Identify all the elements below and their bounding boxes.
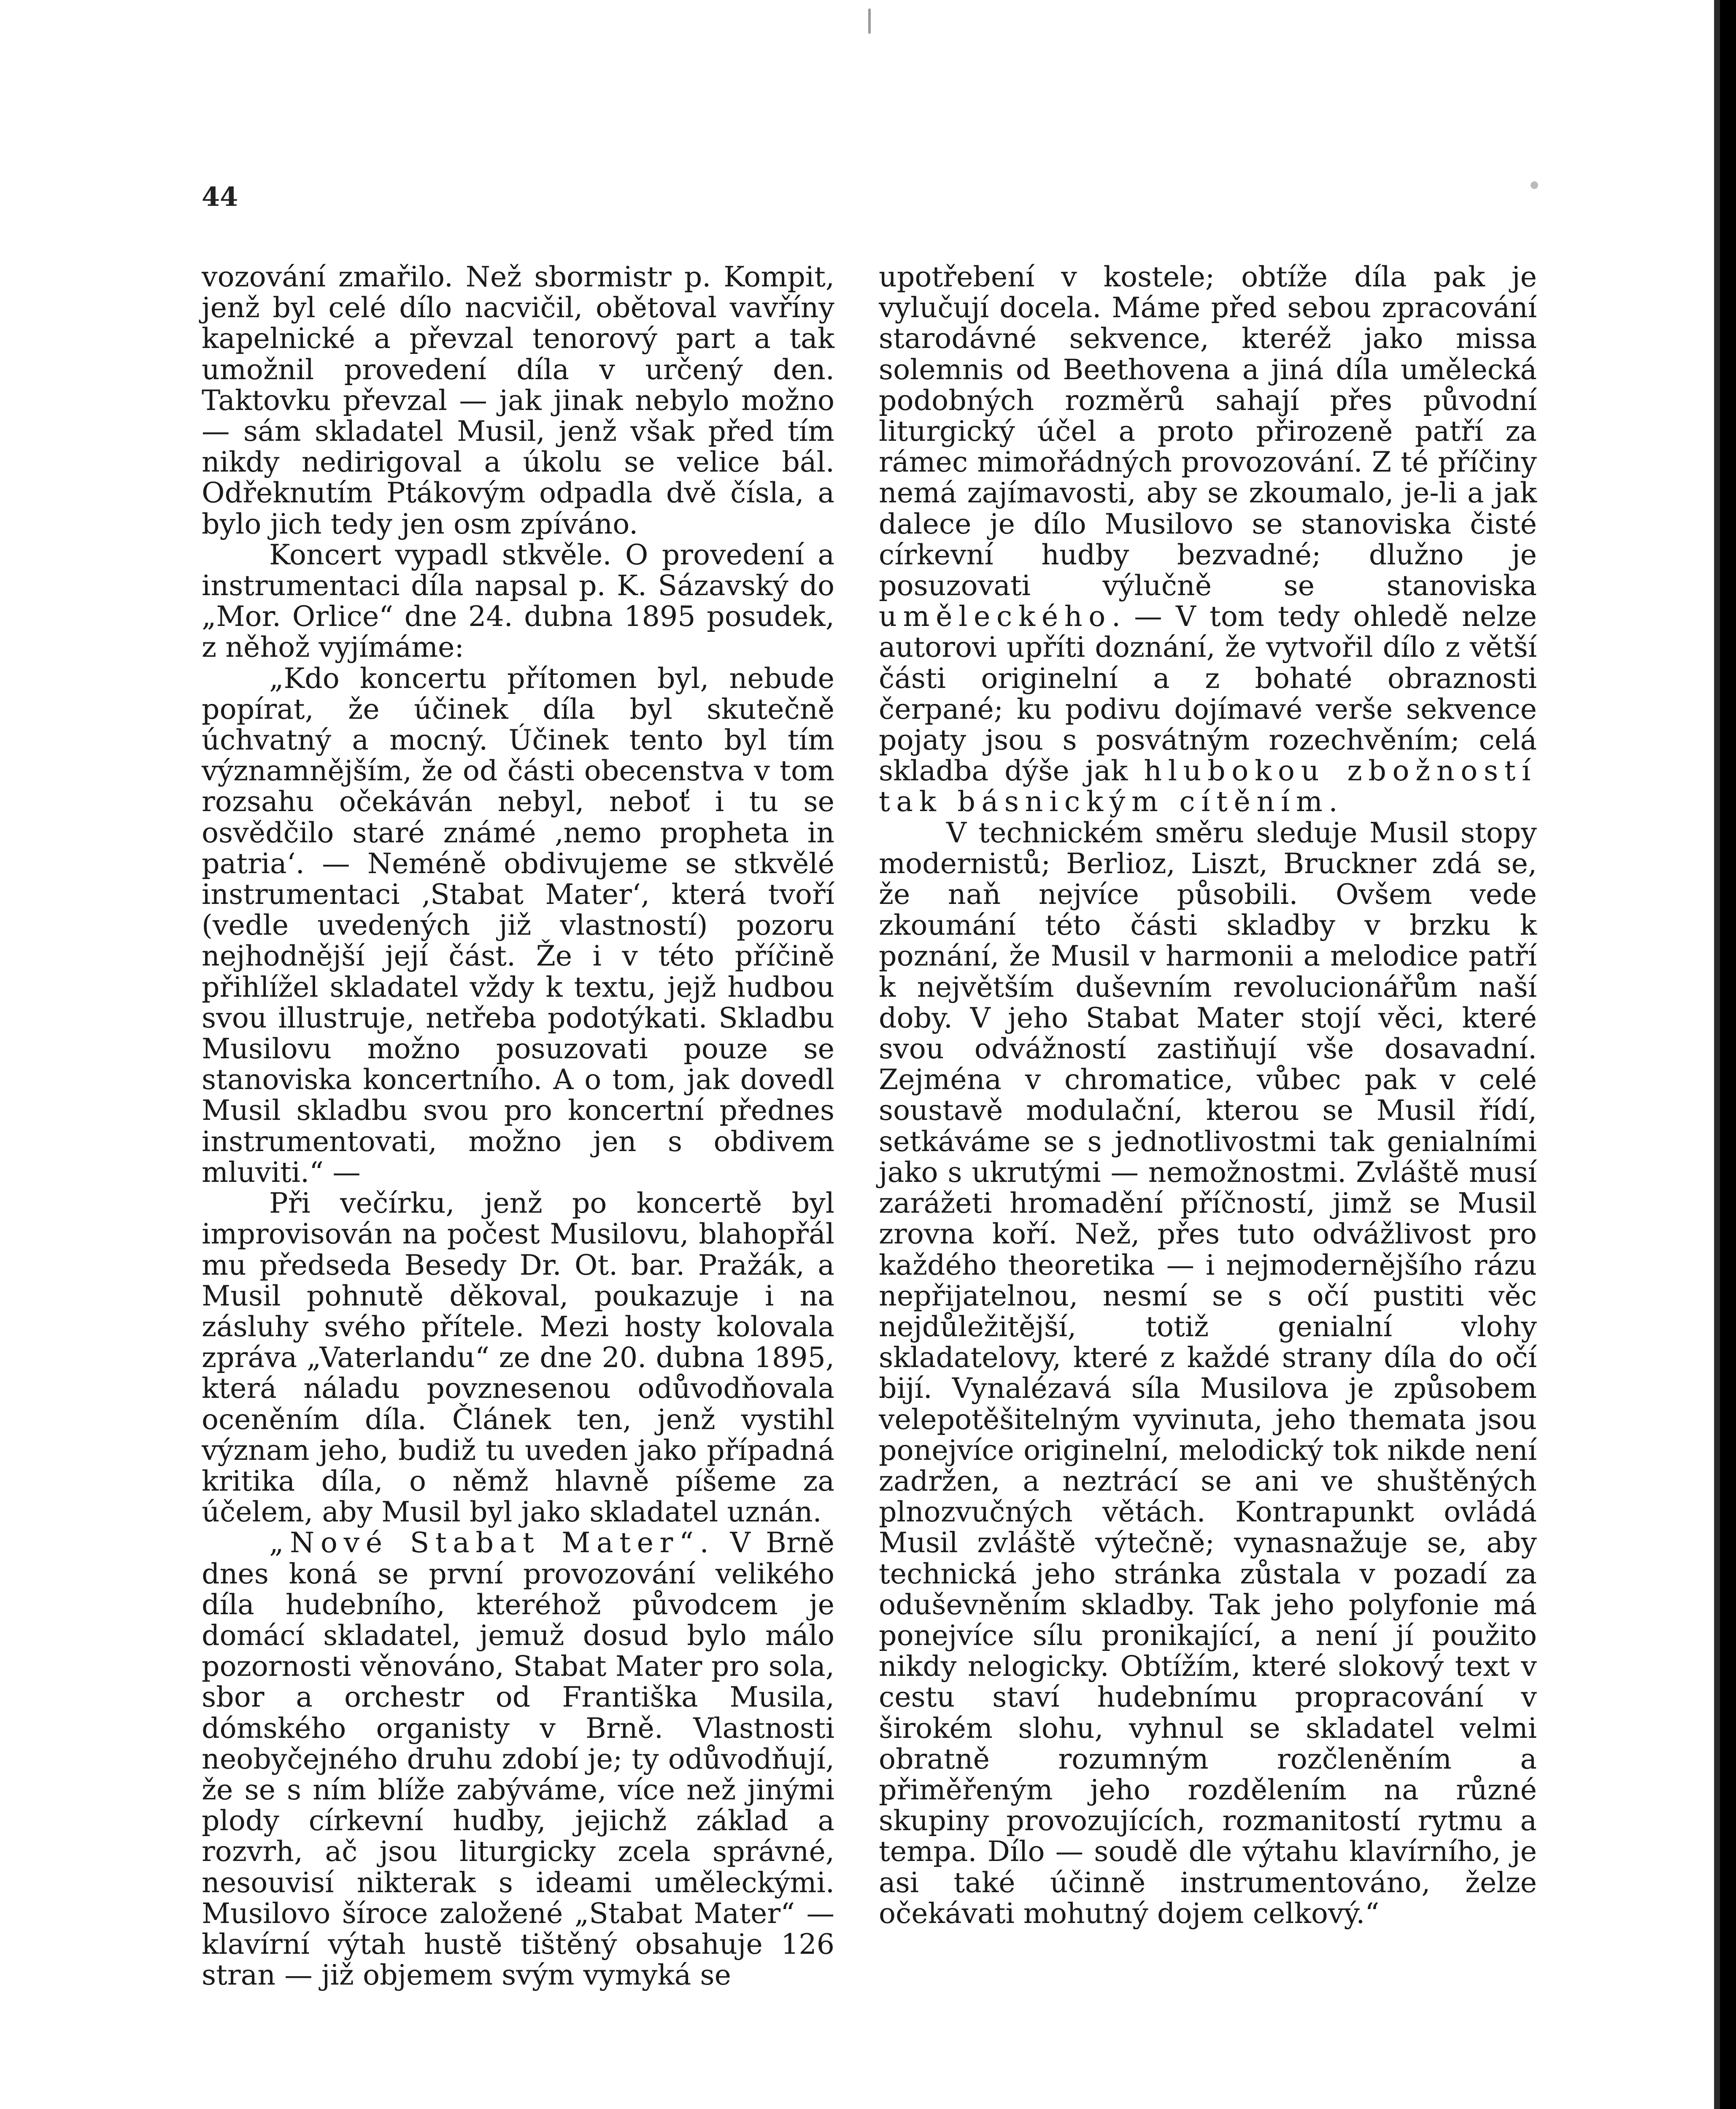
text-run: .	[1328, 785, 1338, 818]
spaced-emphasis: uměleckého	[879, 600, 1112, 633]
right-column	[879, 262, 1537, 1929]
text-run: . — V tom tedy ohledě nelze autorovi upříti doznání, že vytvořil dílo z větší části originelní a z bohaté obraznosti čerpané; ku podivu dojímavé verše sekvence pojaty jsou s posvátným rozechvěním; celá skladba dýše jak	[879, 600, 1537, 788]
scan-speck	[1531, 181, 1538, 189]
article-paragraph	[202, 1527, 834, 1990]
scan-speck	[868, 8, 871, 34]
text-run: upotřebení v kostele; obtíže díla pak je vylučují docela. Máme před sebou zpracování starodávné sekvence, kteréž jako missa solemnis od Beethovena a jiná díla umělecká podobných rozměrů sahají přes původní liturgický účel a proto přirozeně patří za rámec mimořádných provozování. Z té příčiny nemá zajímavosti, aby se zkoumalo, je-li a jak dalece je dílo Musilovo se stanoviska čisté církevní hudby bezvadné; dlužno je posuzovati výlučně se stanoviska	[879, 260, 1537, 602]
page-number: 44	[202, 181, 238, 212]
paragraph: Při večírku, jenž po koncertě byl improvisován na počest Musilovu, blahopřál mu předseda Besedy Dr. Ot. bar. Pražák, a Musil pohnutě děkoval, poukazuje i na zásluhy svého přítele. Mezi hosty kolovala zpráva „Vaterlandu“ ze dne 20. dubna 1895, která náladu povznesenou odůvodňovala oceněním díla. Článek ten, jenž vystihl význam jeho, budiž tu uveden jako případná kritika díla, o němž hlavně píšeme za účelem, aby Musil byl jako skladatel uznán.	[202, 1187, 834, 1529]
scan-border-shadow	[1714, 0, 1720, 2109]
quote-paragraph: „Kdo koncertu přítomen byl, nebude popírat, že účinek díla byl skutečně úchvatný a mocný. Účinek tento byl tím významnějším, že od části obecenstva v tom rozsahu očekáván nebyl, neboť i tu se osvědčilo staré známé ‚nemo propheta in patria‘. — Neméně obdivujeme se stkvělé instrumentaci ‚Stabat Mater‘, která tvoří (vedle uvedených již vlastností) pozoru nejhodnější její část. Že i v této příčině přihlížel skladatel vždy k textu, jejž hudbou svou illustruje, netřeba podotýkati. Skladbu Musilovu možno posuzovati pouze se stanoviska koncertního. A o tom, jak dovedl Musil skladbu svou pro koncertní přednes instrumentovati, možno jen s obdivem mluviti.“ —	[202, 661, 834, 1189]
spaced-emphasis: hlubokou zbožností tak básnickým cítěním	[879, 754, 1537, 818]
paragraph: vozování zmařilo. Než sbormistr p. Kompit, jenž byl celé dílo nacvičil, obětoval vavříny kapelnické a převzal tenorový part a tak umožnil provedení díla v určený den. Taktovku převzal — jak jinak nebylo možno — sám skladatel Musil, jenž však před tím nikdy nedirigoval a úkolu se velice bál. Odřeknutím Ptákovým odpadla dvě čísla, a bylo jich tedy jen osm zpíváno.	[202, 260, 834, 540]
paragraph: V technickém směru sleduje Musil stopy modernistů; Berlioz, Liszt, Bruckner zdá se, že naň nejvíce působili. Ovšem vede zkoumání této části skladby v brzku k poznání, že Musil v harmonii a melodice patří k největším duševním revolucionářům naší doby. V jeho Stabat Mater stojí věci, které svou odvážností zastiňují vše dosavadní. Zejména v chromatice, vůbec pak v celé soustavě modulační, kterou se Musil řídí, setkáváme se s jednotlivostmi tak genialními jako s ukrutými — nemožnostmi. Zvláště musí zarážeti hromadění příčností, jimž se Musil zrovna koří. Než, přes tuto odvážlivost pro každého theoretika — i nejmodernějšího rázu nepřijatelnou, nesmí se s očí pustiti věc nejdůležitější, totiž genialní vlohy skladatelovy, které z každé strany díla do očí bijí. Vynalézavá síla Musilova je způsobem velepotěšitelným vyvinuta, jeho themata jsou ponejvíce originelní, melodický tok nikde není zadržen, a neztrácí se ani ve shuštěných plnozvučných větách. Kontrapunkt ovládá Musil zvláště výtečně; vynasnažuje se, aby technická jeho stránka zůstala v pozadí za oduševněním skladby. Tak jeho polyfonie má ponejvíce sílu pronikající, a není jí použito nikdy nelogicky. Obtížím, které slokový text v cestu staví hudebnímu propracování v širokém slohu, vyhnul se skladatel velmi obratně rozumným rozčleněním a přiměřeným jeho rozdělením na různé skupiny provozujících, rozmanitostí rytmu a tempa. Dílo — soudě dle výtahu klavírního, je asi také účinně instrumentováno, želze očekávati mohutný dojem celkový.“	[879, 816, 1537, 1930]
article-text: V Brně dnes koná se první provozování velikého díla hudebního, kteréhož původcem je domácí skladatel, jemuž dosud bylo málo pozornosti věnováno, Stabat Mater pro sola, sbor a orchestr od Františka Musila, dómského organisty v Brně. Vlastnosti neobyčejného druhu zdobí je; ty odůvodňují, že se s ním blíže zabýváme, více než jinými plody církevní hudby, jejichž základ a rozvrh, ač jsou liturgicky zcela správné, nesouvisí nikterak s ideami uměleckými. Musilovo šíroce založené „Stabat Mater“ — klavírní výtah hustě tištěný obsahuje 126 stran — již objemem svým vymyká se	[202, 1526, 834, 1992]
article-title: „Nové Stabat Mater“.	[269, 1526, 715, 1559]
scan-border	[1720, 0, 1736, 2109]
left-column	[202, 262, 834, 1990]
paragraph	[879, 262, 1537, 817]
paragraph: Koncert vypadl stkvěle. O provedení a instrumentaci díla napsal p. K. Sázavský do „Mor. Orlice“ dne 24. dubna 1895 posudek, z něhož vyjímáme:	[202, 538, 834, 664]
